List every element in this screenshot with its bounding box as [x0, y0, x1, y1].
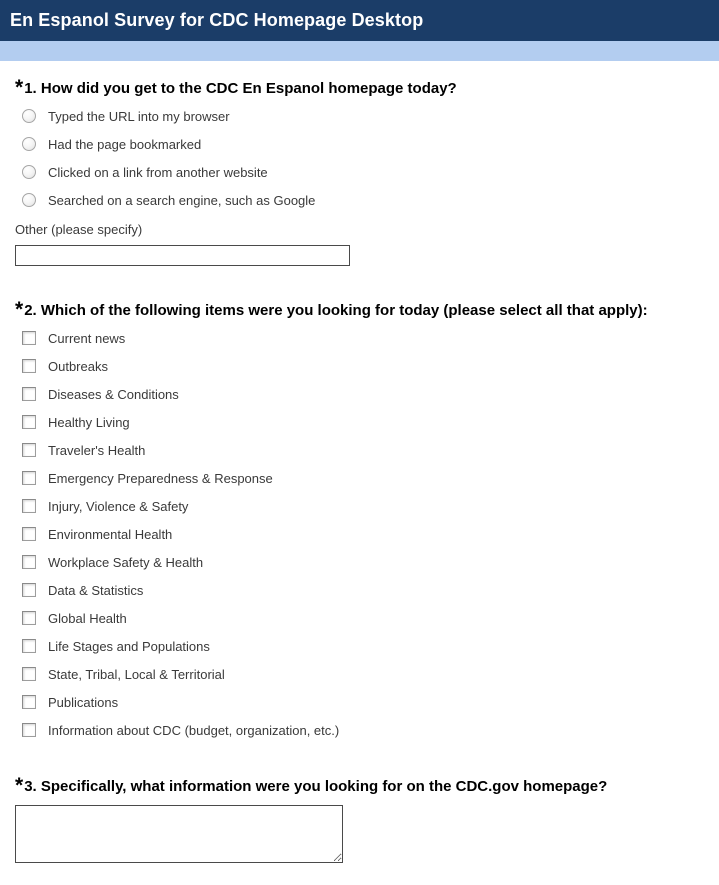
checkbox-option-label: Workplace Safety & Health	[48, 554, 204, 570]
radio-button[interactable]	[22, 109, 36, 123]
radio-option-row[interactable]	[15, 102, 704, 130]
checkbox-option-label: Environmental Health	[48, 526, 173, 542]
checkbox-option-label: Information about CDC (budget, organization, etc.)	[48, 722, 340, 738]
checkbox-option-label: Data & Statistics	[48, 582, 144, 598]
survey-title: En Espanol Survey for CDC Homepage Desktop	[10, 10, 424, 30]
checkbox[interactable]	[22, 611, 36, 625]
radio-option-label: Searched on a search engine, such as Google	[48, 192, 316, 208]
required-asterisk: *	[15, 298, 24, 321]
checkbox-option-row[interactable]	[15, 604, 704, 632]
radio-option-row[interactable]	[15, 186, 704, 214]
checkbox-option-label: Publications	[48, 694, 119, 710]
radio-button[interactable]	[22, 193, 36, 207]
radio-button[interactable]	[22, 137, 36, 151]
checkbox-option-label: Diseases & Conditions	[48, 386, 179, 402]
checkbox[interactable]	[22, 387, 36, 401]
checkbox[interactable]	[22, 639, 36, 653]
radio-option-row[interactable]	[15, 158, 704, 186]
radio-option-label: Had the page bookmarked	[48, 136, 202, 152]
checkbox[interactable]	[22, 527, 36, 541]
checkbox-option-row[interactable]	[15, 688, 704, 716]
checkbox-option-label: Life Stages and Populations	[48, 638, 210, 654]
question-3-title	[15, 774, 704, 797]
radio-option-label: Typed the URL into my browser	[48, 108, 230, 124]
checkbox-option-row[interactable]	[15, 352, 704, 380]
other-specify-label: Other (please specify)	[15, 222, 143, 237]
checkbox-option-row[interactable]	[15, 464, 704, 492]
checkbox-option-label: State, Tribal, Local & Territorial	[48, 666, 225, 682]
checkbox[interactable]	[22, 695, 36, 709]
checkbox[interactable]	[22, 331, 36, 345]
checkbox-option-row[interactable]	[15, 436, 704, 464]
question-1-options	[15, 102, 704, 214]
checkbox-option-row[interactable]	[15, 632, 704, 660]
checkbox[interactable]	[22, 723, 36, 737]
checkbox-option-label: Emergency Preparedness & Response	[48, 470, 273, 486]
checkbox-option-row[interactable]	[15, 576, 704, 604]
header-accent-strip	[0, 41, 719, 61]
radio-button[interactable]	[22, 165, 36, 179]
checkbox-option-label: Healthy Living	[48, 414, 130, 430]
checkbox[interactable]	[22, 499, 36, 513]
checkbox-option-row[interactable]	[15, 520, 704, 548]
question-1-text: 1. How did you get to the CDC En Espanol homepage today?	[24, 80, 457, 97]
checkbox[interactable]	[22, 555, 36, 569]
checkbox-option-row[interactable]	[15, 716, 704, 744]
radio-option-label: Clicked on a link from another website	[48, 164, 268, 180]
checkbox[interactable]	[22, 415, 36, 429]
checkbox-option-row[interactable]	[15, 408, 704, 436]
question-2-options	[15, 324, 704, 744]
required-asterisk: *	[15, 774, 24, 797]
radio-option-row[interactable]	[15, 130, 704, 158]
checkbox-option-label: Global Health	[48, 610, 127, 626]
checkbox-option-row[interactable]	[15, 492, 704, 520]
checkbox-option-row[interactable]	[15, 324, 704, 352]
checkbox-option-label: Outbreaks	[48, 358, 108, 374]
checkbox[interactable]	[22, 471, 36, 485]
other-specify-input[interactable]	[15, 245, 350, 266]
survey-header	[0, 0, 719, 41]
checkbox[interactable]	[22, 359, 36, 373]
survey-body	[0, 76, 719, 863]
checkbox-option-label: Traveler's Health	[48, 442, 146, 458]
question-1-title	[15, 76, 704, 99]
checkbox-option-row[interactable]	[15, 548, 704, 576]
question-3-text: 3. Specifically, what information were you looking for on the CDC.gov homepage?	[24, 778, 608, 795]
question-2-text: 2. Which of the following items were you looking for today (please select all that apply):	[24, 302, 648, 319]
checkbox[interactable]	[22, 667, 36, 681]
required-asterisk: *	[15, 76, 24, 99]
checkbox-option-label: Current news	[48, 330, 126, 346]
checkbox-option-row[interactable]	[15, 660, 704, 688]
checkbox[interactable]	[22, 443, 36, 457]
checkbox-option-row[interactable]	[15, 380, 704, 408]
checkbox-option-label: Injury, Violence & Safety	[48, 498, 189, 514]
checkbox[interactable]	[22, 583, 36, 597]
question-3-textarea[interactable]	[15, 805, 343, 863]
question-2-title	[15, 298, 704, 321]
